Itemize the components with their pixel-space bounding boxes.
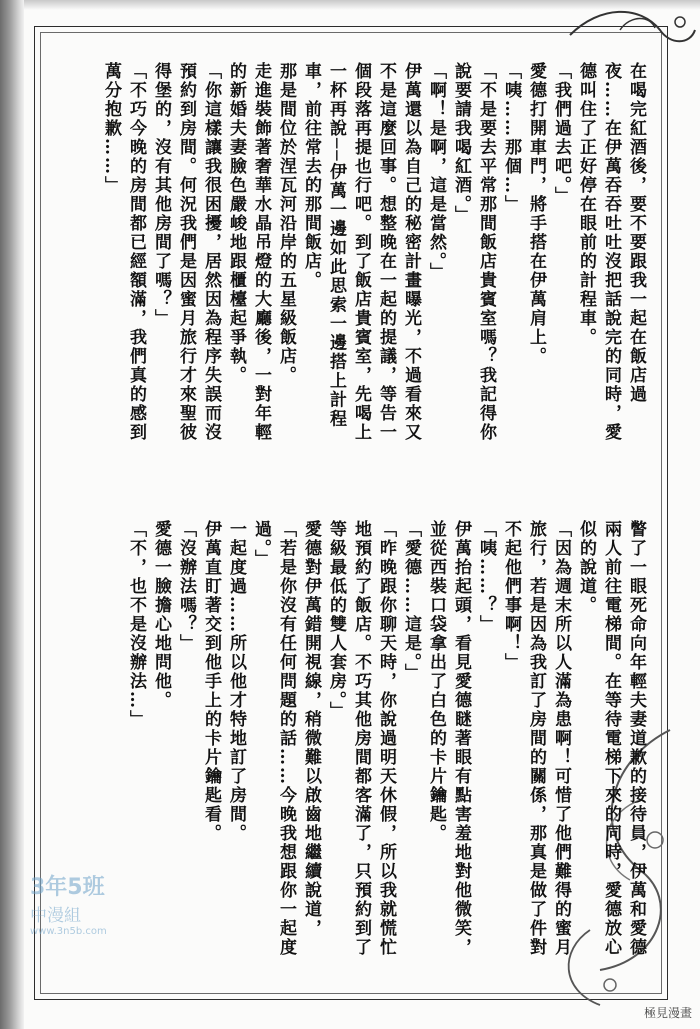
dialogue-line: 「你這樣讓我很困擾，居然因為程序失誤而沒預約到房間。何況我們是因蜜月旅行才來聖彼得堡的，沒有其他房間了嗎？」 bbox=[151, 62, 221, 442]
watermark-title: 3年5班 bbox=[30, 875, 105, 900]
paragraph: 愛德打開車門，將手搭在伊萬肩上。 bbox=[526, 62, 546, 366]
dialogue-line: 「昨晚跟你聊天時，你說過明天休假，所以我就慌忙地預約了飯店。不巧其他房間都客滿了，只預約到了等級最低的雙人套房。」 bbox=[326, 520, 396, 957]
paragraph: 愛德一臉擔心地問他。 bbox=[151, 520, 171, 710]
paragraph: 一起度過……所以他才特地訂了房間。 bbox=[226, 520, 246, 843]
paragraph: 在喝完紅酒後，要不要跟我一起在飯店過夜……在伊萬吞吞吐吐沒把話說完的同時，愛德叫住了正好停在眼前的計程車。 bbox=[576, 62, 646, 442]
paragraph: 愛德對伊萬錯開視線，稍微難以啟齒地繼續說道， bbox=[301, 520, 321, 938]
page-shadow-edge bbox=[0, 0, 24, 1029]
watermark-url: www.3n5b.com bbox=[30, 926, 107, 937]
paragraph: 那是間位於涅瓦河沿岸的五星級飯店。 bbox=[276, 62, 296, 385]
top-text-block bbox=[98, 62, 648, 447]
dialogue-line: 「愛德……這是。」 bbox=[401, 520, 421, 683]
corner-site-mark: 極見漫畫 bbox=[643, 1006, 692, 1020]
dialogue-line: 「若是你沒有任何問題的話……今晚我想跟你一起度過。」 bbox=[251, 520, 296, 957]
paragraph: 伊萬直盯著交到他手上的卡片鑰匙看。 bbox=[201, 520, 221, 843]
top-right-flourish bbox=[560, 0, 700, 70]
dialogue-line: 「咦……那個…」 bbox=[501, 62, 521, 214]
dialogue-line: 「我們過去吧。」 bbox=[551, 62, 571, 206]
dialogue-line: 「沒辦法嗎？」 bbox=[176, 520, 196, 653]
paragraph: 伊萬抬起頭，看見愛德瞇著眼有點害羞地對他微笑，並從西裝口袋拿出了白色的卡片鑰匙。 bbox=[426, 520, 471, 957]
dialogue-line: 「因為週末所以人滿為患啊！可惜了他們難得的蜜月旅行，若是因為我訂了房間的關係，那真是做了件對不起他們事啊！」 bbox=[501, 520, 571, 957]
dialogue-line: 「不是要去平常那間飯店貴賓室嗎？我記得你說要請我喝紅酒。」 bbox=[451, 62, 496, 442]
paragraph: 瞥了一眼死命向年輕夫妻道歉的接待員，伊萬和愛德兩人前往電梯間。在等待電梯下來的同時，愛德放心似的說道。 bbox=[576, 520, 646, 957]
paragraph: 走進裝飾著奢華水晶吊燈的大廳後，一對年輕的新婚夫妻臉色嚴峻地跟櫃檯起爭執。 bbox=[226, 62, 271, 442]
paragraph: 伊萬還以為自己的秘密計畫曝光，不過看來又不是這麼回事。想整晚在一起的提議，等告一個段落再提也行吧。到了飯店貴賓室，先喝上一杯再說──伊萬一邊如此思索一邊搭上計程車，前往常去的那間飯店。 bbox=[301, 62, 421, 442]
dialogue-line: 「啊！是啊，這是當然。」 bbox=[426, 62, 446, 282]
dialogue-line: 「不，也不是沒辦法…」 bbox=[126, 520, 146, 729]
dialogue-line: 「咦……？」 bbox=[476, 520, 496, 634]
dialogue-line: 「不巧今晚的房間都已經額滿，我們真的感到萬分抱歉……」 bbox=[101, 62, 146, 442]
bottom-text-block bbox=[123, 520, 648, 960]
scanlation-watermark bbox=[30, 870, 150, 940]
watermark-subtitle: 中漫組 bbox=[30, 906, 81, 926]
